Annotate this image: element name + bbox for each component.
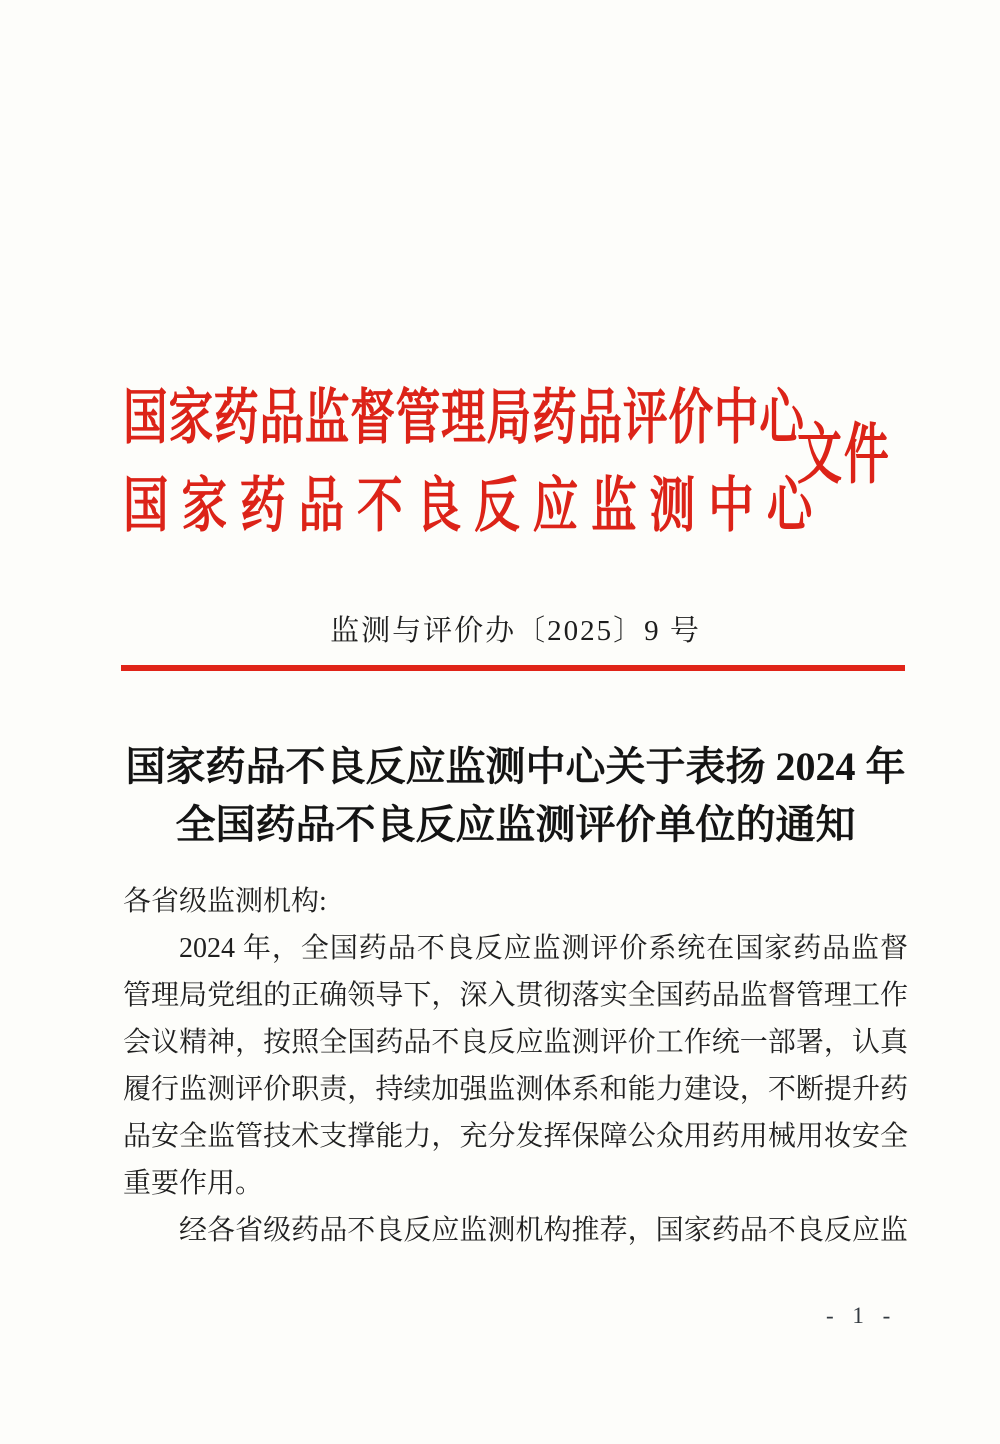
letterhead-divider-rule (121, 665, 905, 671)
body-line: 经各省级药品不良反应监测机构推荐，国家药品不良反应监 (179, 1215, 908, 1246)
notice-body (123, 878, 908, 1254)
body-line: 品安全监管技术支撑能力，充分发挥保障公众用药用械用妆安全 (123, 1121, 908, 1152)
notice-title-line: 国家药品不良反应监测中心关于表扬 2024 年 (125, 744, 906, 789)
salutation-line: 各省级监测机构: (123, 886, 327, 917)
page-number: - 1 - (826, 1303, 894, 1328)
notice-title (63, 738, 968, 854)
notice-title-line: 全国药品不良反应监测评价单位的通知 (175, 802, 856, 847)
document-number: 监测与评价办〔2025〕9 号 (330, 615, 701, 647)
letterhead-org-line1: 国家药品监督管理局药品评价中心 (123, 385, 805, 451)
letterhead-doc-type: 文件 (797, 419, 891, 492)
body-line: 2024 年，全国药品不良反应监测评价系统在国家药品监督 (179, 933, 908, 964)
body-line: 管理局党组的正确领导下，深入贯彻落实全国药品监督管理工作 (123, 980, 908, 1011)
letterhead-org-line2: 国家药品不良反应监测中心 (123, 473, 826, 539)
body-line: 履行监测评价职责，持续加强监测体系和能力建设，不断提升药 (123, 1074, 908, 1105)
body-line: 会议精神，按照全国药品不良反应监测评价工作统一部署，认真 (123, 1027, 908, 1058)
body-line: 重要作用。 (123, 1168, 264, 1199)
